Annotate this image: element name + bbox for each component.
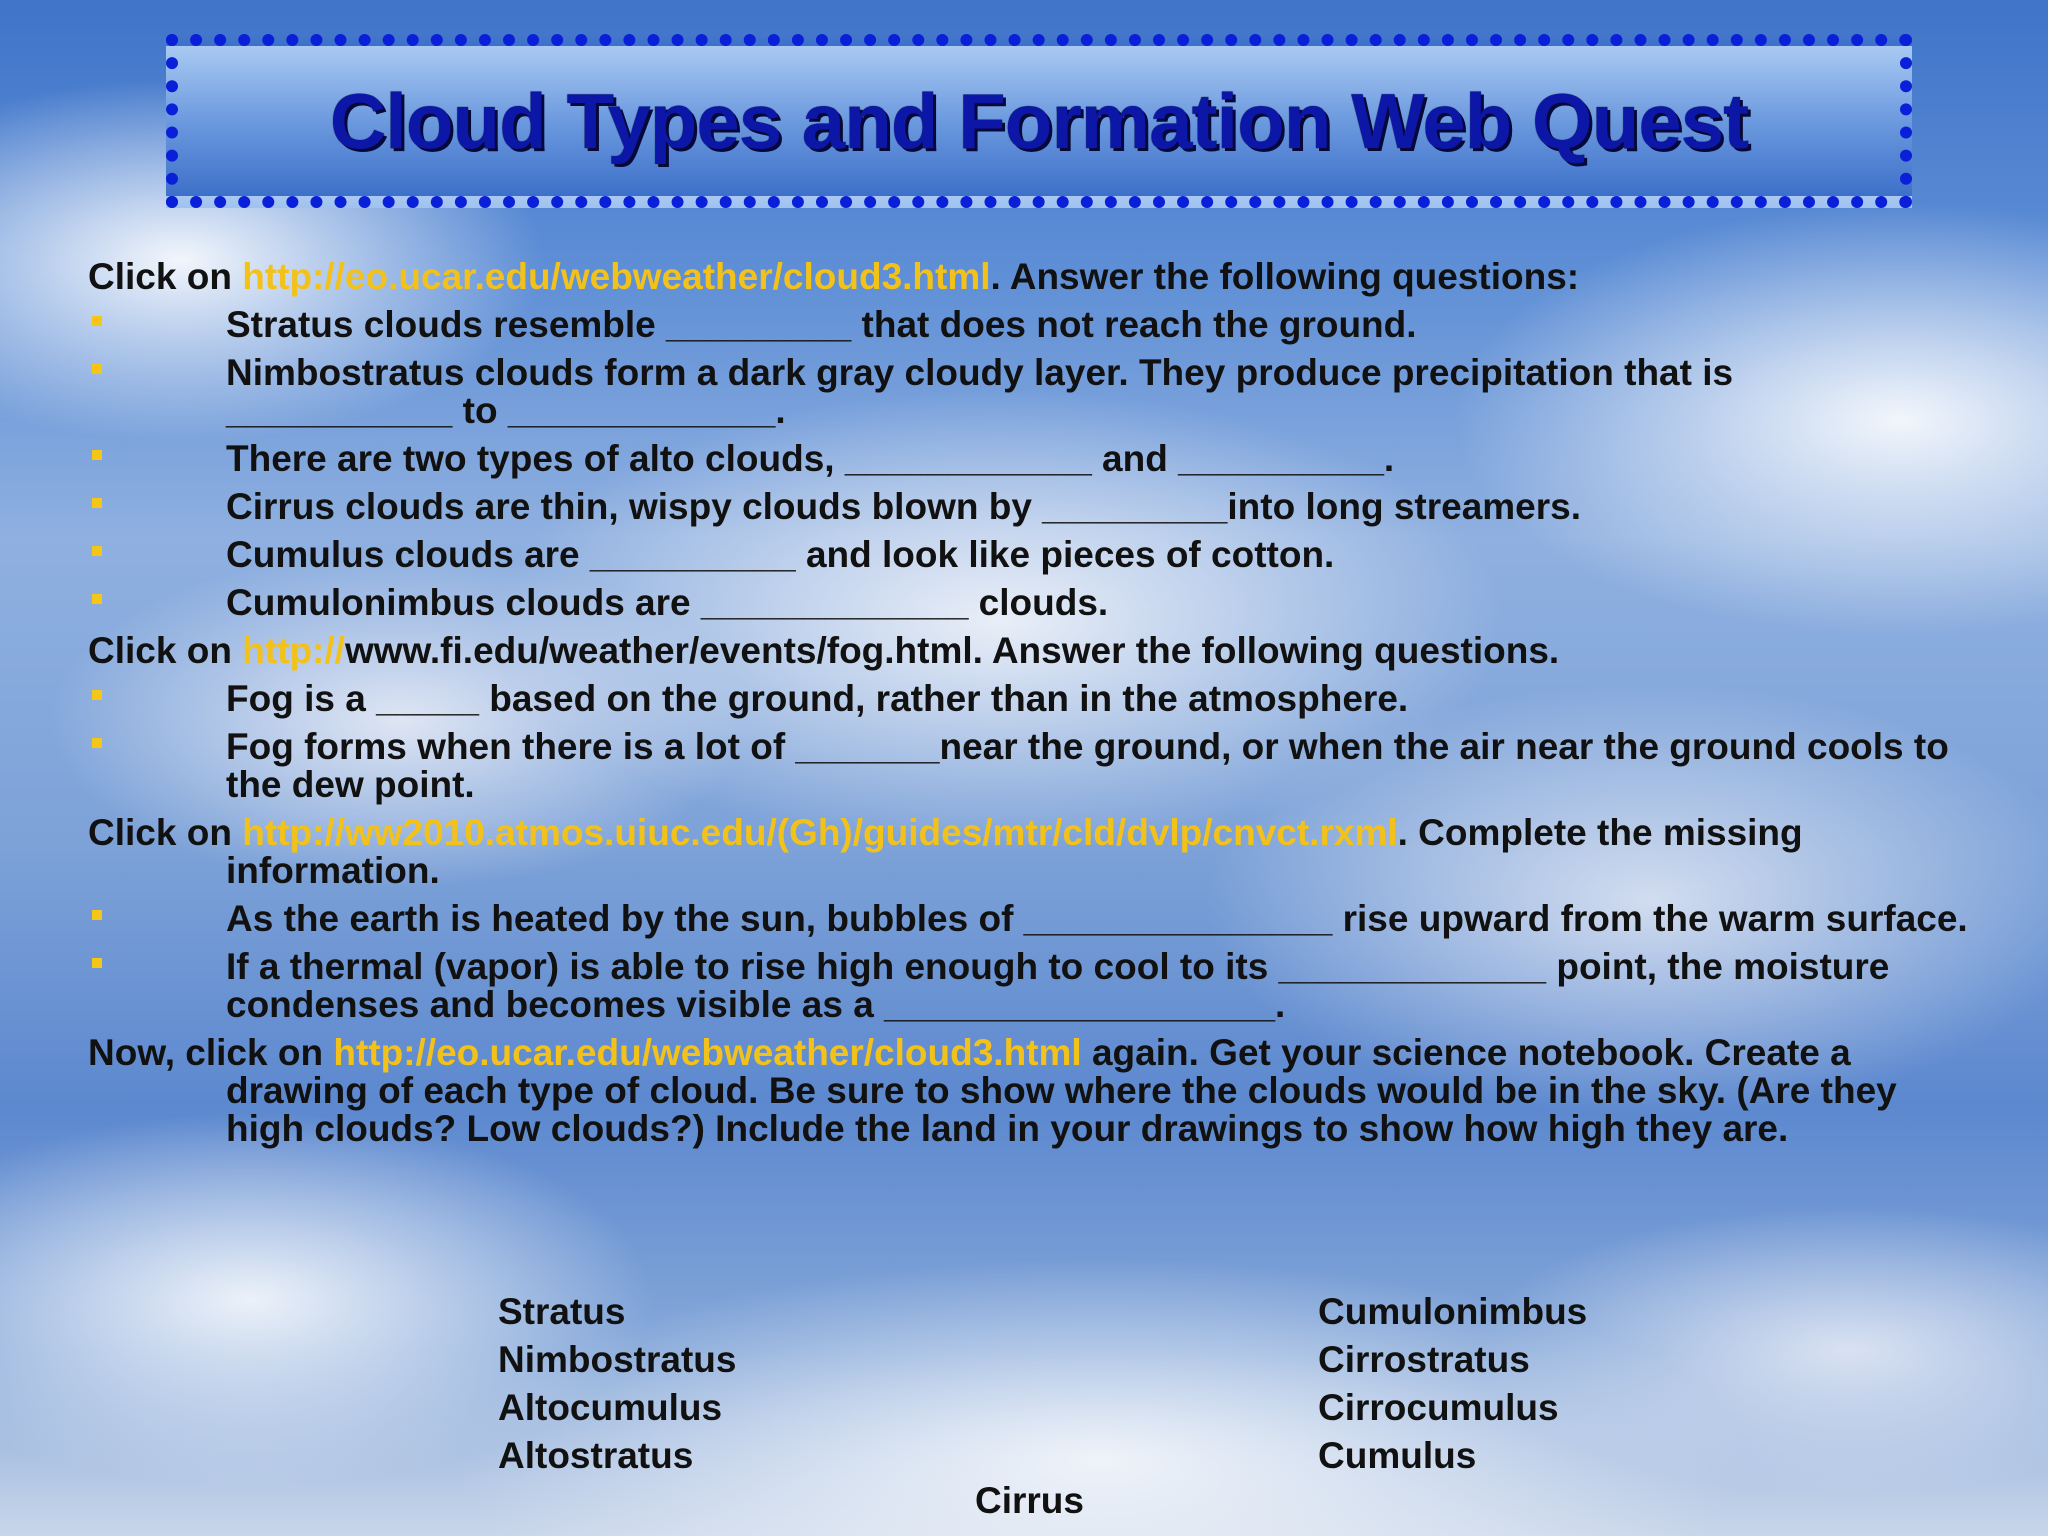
section1-instruction <box>88 258 1968 296</box>
bullet-icon <box>92 498 102 508</box>
section1-prefix: Click on <box>88 256 243 297</box>
section4-link[interactable]: http://eo.ucar.edu/webweather/cloud3.html <box>333 1032 1082 1073</box>
cloud-list-right <box>1318 1288 1587 1480</box>
list-item <box>88 948 1968 1024</box>
question-text: There are two types of alto clouds, ____________ and __________. <box>226 438 1395 479</box>
list-item <box>88 354 1968 430</box>
cloud-type: Cumulonimbus <box>1318 1291 1588 1332</box>
section3-prefix: Click on <box>88 812 243 853</box>
cloud-type: Altostratus <box>498 1435 694 1476</box>
bullet-icon <box>92 690 102 700</box>
cloud-type: Cumulus <box>1318 1435 1477 1476</box>
bullet-icon <box>92 910 102 920</box>
list-item <box>88 488 1968 526</box>
section2-prefix: Click on <box>88 630 243 671</box>
section3-link[interactable]: http://ww2010.atmos.uiuc.edu/(Gh)/guides/mtr/cld/dvlp/cnvct.rxml <box>242 812 1398 853</box>
section2-suffix: www.fi.edu/weather/events/fog.html. Answer the following questions. <box>344 630 1560 671</box>
question-text: If a thermal (vapor) is able to rise high enough to cool to its _____________ point, the moisture condenses and becomes visible as a ___________________. <box>226 946 1890 1025</box>
section2-instruction <box>88 632 1968 670</box>
question-text: As the earth is heated by the sun, bubbles of _______________ rise upward from the warm surface. <box>226 898 1968 939</box>
section4-suffix: again. Get your science notebook. Create a drawing of each type of cloud. Be sure to show where the clouds would be in the sky. (Are they high clouds? Low clouds?) Include the land in your drawings to show how high they are. <box>226 1032 1897 1149</box>
cloud-type: Cirrocumulus <box>1318 1387 1559 1428</box>
section3-suffix: . Complete the missing information. <box>226 812 1803 891</box>
question-text: Cumulonimbus clouds are _____________ clouds. <box>226 582 1109 623</box>
bullet-icon <box>92 594 102 604</box>
section2-link[interactable]: http:// <box>242 630 345 671</box>
list-item <box>88 680 1968 718</box>
section1-suffix: . Answer the following questions: <box>990 256 1580 297</box>
question-text: Cirrus clouds are thin, wispy clouds blown by _________into long streamers. <box>226 486 1582 527</box>
list-item <box>88 306 1968 344</box>
list-item <box>88 728 1968 804</box>
list-item <box>88 536 1968 574</box>
section1-link[interactable]: http://eo.ucar.edu/webweather/cloud3.html <box>242 256 991 297</box>
bullet-icon <box>92 546 102 556</box>
title-banner <box>166 34 1912 208</box>
question-text: Fog forms when there is a lot of _______near the ground, or when the air near the ground cools to the dew point. <box>226 726 1949 805</box>
question-text: Stratus clouds resemble _________ that does not reach the ground. <box>226 304 1417 345</box>
cloud-type: Cirrostratus <box>1318 1339 1530 1380</box>
question-text: Fog is a _____ based on the ground, rather than in the atmosphere. <box>226 678 1409 719</box>
cloud-type: Stratus <box>498 1291 626 1332</box>
list-item <box>88 440 1968 478</box>
cloud-list-left <box>498 1288 736 1480</box>
bullet-icon <box>92 364 102 374</box>
list-item <box>88 584 1968 622</box>
section3-instruction <box>88 814 1968 890</box>
bullet-icon <box>92 738 102 748</box>
bullet-icon <box>92 450 102 460</box>
cloud-type: Nimbostratus <box>498 1339 737 1380</box>
bullet-icon <box>92 316 102 326</box>
question-text: Cumulus clouds are __________ and look like pieces of cotton. <box>226 534 1335 575</box>
bullet-icon <box>92 958 102 968</box>
cloud-type-center: Cirrus <box>975 1480 1084 1521</box>
section4-prefix: Now, click on <box>88 1032 334 1073</box>
cloud-type: Altocumulus <box>498 1387 723 1428</box>
list-item <box>88 900 1968 938</box>
section4-instruction <box>88 1034 1968 1148</box>
page-title: Cloud Types and Formation Web Quest <box>329 76 1749 165</box>
question-text: Nimbostratus clouds form a dark gray cloudy layer. They produce precipitation that is ___________ to _____________. <box>226 352 1734 431</box>
worksheet-content <box>88 258 1968 1158</box>
